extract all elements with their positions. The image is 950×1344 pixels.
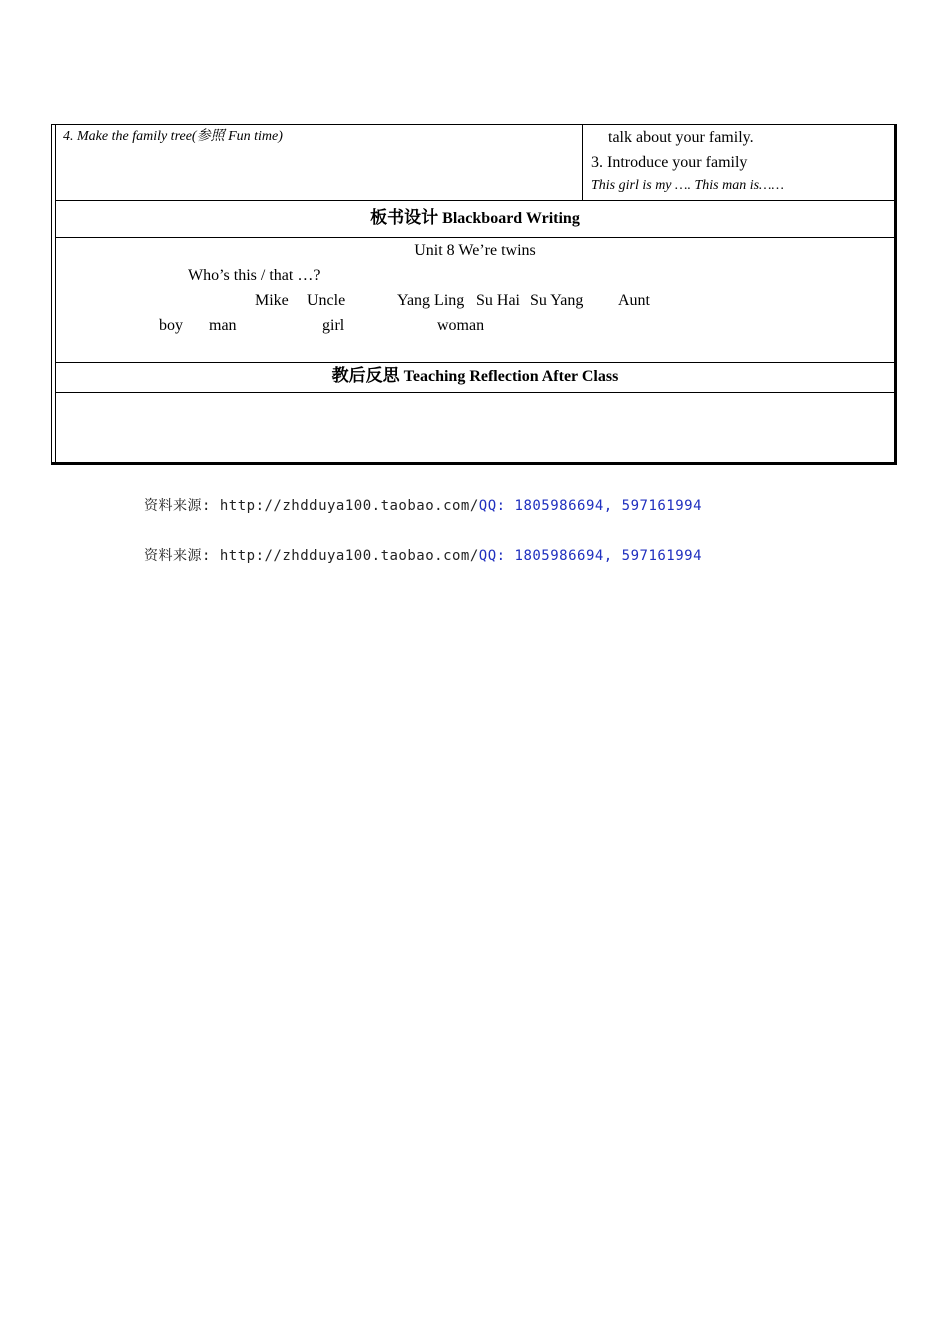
name-aunt: Aunt: [618, 292, 650, 309]
row1-bottom-line: [55, 200, 895, 201]
unit-title: Unit 8 We’re twins: [414, 242, 536, 259]
qq-numbers: : 1805986694, 597161994: [496, 548, 703, 564]
activity-introduce-family: 3. Introduce your family: [591, 154, 748, 171]
reflection-header-bottom-line: [55, 392, 895, 393]
name-mike: Mike: [255, 292, 289, 309]
word-woman: woman: [437, 317, 485, 334]
blackboard-header-cn: 板书设计: [370, 208, 439, 228]
activity-make-family-tree: 4. Make the family tree(参照 Fun time): [63, 129, 283, 144]
row1-divider: [582, 124, 583, 200]
question-line: Who’s this / that …?: [188, 267, 321, 284]
reflection-header-cn: 教后反思: [331, 366, 400, 386]
word-boy: boy: [159, 317, 183, 334]
teaching-reflection-header: [55, 366, 895, 387]
source-url: 资料来源: http://zhdduya100.taobao.com/: [144, 498, 479, 514]
activity-talk-family: talk about your family.: [608, 129, 754, 146]
qq-label: QQ: [478, 498, 497, 514]
blackboard-header-en: Blackboard Writing: [442, 210, 580, 227]
name-su-yang: Su Yang: [530, 292, 584, 309]
blackboard-writing-header: [55, 208, 895, 229]
qq-numbers: : 1805986694, 597161994: [496, 498, 703, 514]
activity-example-sentence: This girl is my …. This man is……: [591, 178, 784, 193]
source-line: [144, 545, 702, 565]
blackboard-header-bottom-line: [55, 237, 895, 238]
qq-label: QQ: [478, 548, 497, 564]
reflection-header-en: Teaching Reflection After Class: [403, 368, 619, 385]
name-su-hai: Su Hai: [476, 292, 520, 309]
table-inner-border: [55, 124, 895, 463]
blackboard-body-bottom-line: [55, 362, 895, 363]
source-url: 资料来源: http://zhdduya100.taobao.com/: [144, 548, 479, 564]
name-yang-ling: Yang Ling: [397, 292, 465, 309]
source-line: [144, 495, 702, 515]
name-uncle: Uncle: [307, 292, 346, 309]
word-man: man: [209, 317, 237, 334]
word-girl: girl: [322, 317, 345, 334]
